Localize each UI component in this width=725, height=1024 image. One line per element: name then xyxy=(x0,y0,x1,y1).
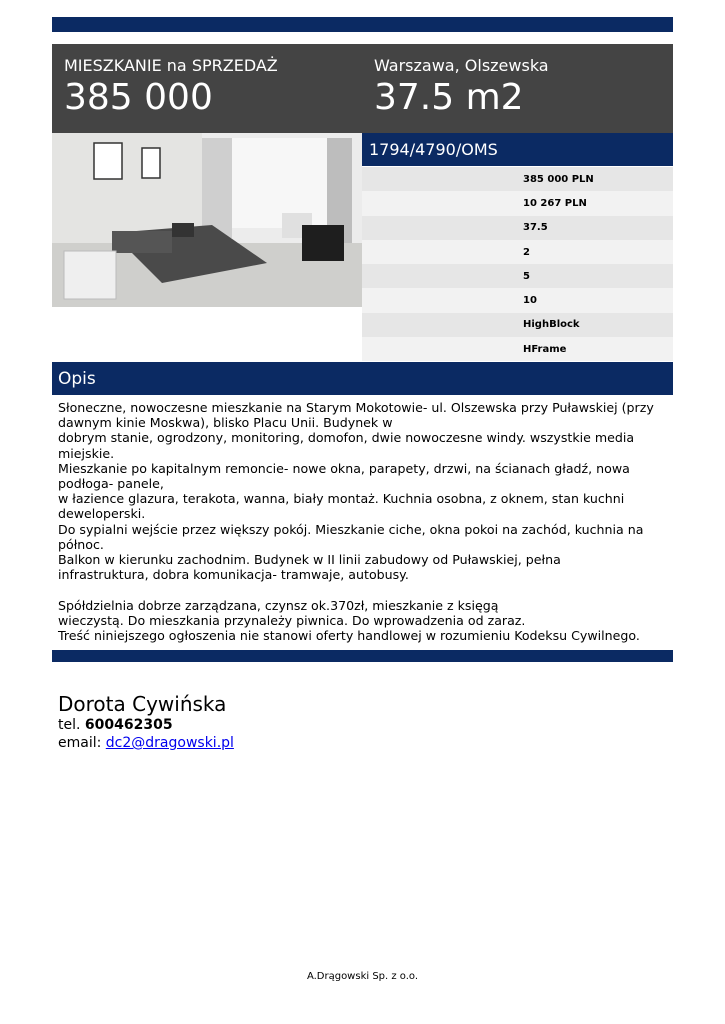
param-value: 5 xyxy=(523,270,530,282)
header-right xyxy=(374,56,549,120)
description-line: Słoneczne, nowoczesne mieszkanie na Starym Mokotowie- ul. Olszewska przy Puławskiej (przy xyxy=(58,400,654,415)
description-line: Balkon w kierunku zachodnim. Budynek w II linii zabudowy od Puławskiej, pełna xyxy=(58,552,561,568)
description-line: Treść niniejszego ogłoszenia nie stanowi oferty handlowej w rozumieniu Kodeksu Cywilnego. xyxy=(58,628,640,644)
listing-header xyxy=(52,44,673,133)
description-line: Do sypialni wejście przez większy pokój. Mieszkanie ciche, okna pokoi na zachód, kuchnia na xyxy=(58,521,644,537)
email-link[interactable]: dc2@dragowski.pl xyxy=(105,735,234,751)
description-line: wieczystą. Do mieszkania przynależy piwnica. Do wprowadzenia od zaraz. xyxy=(58,612,526,628)
param-row xyxy=(362,288,673,312)
phone-number[interactable]: 600462305 xyxy=(84,717,173,733)
param-value: 2 xyxy=(523,246,530,258)
description-line: północ. xyxy=(58,536,104,552)
description-line: deweloperski. xyxy=(58,506,146,522)
description-line: w łazience glazura, terakota, wanna, biały montaż. Kuchnia osobna, z oknem, stan kuchni xyxy=(58,491,625,507)
param-value: 10 267 PLN xyxy=(523,197,587,209)
bottom-accent-bar xyxy=(52,650,673,662)
description-line: Spółdzielnia dobrze zarządzana, czynsz ok.370zł, mieszkanie z księgą xyxy=(58,597,499,613)
top-accent-bar xyxy=(52,17,673,32)
offer-type: MIESZKANIE na SPRZEDAŻ xyxy=(64,56,278,75)
param-value: HFrame xyxy=(523,343,567,355)
reference-number: 1794/4790/OMS xyxy=(369,140,498,159)
description-line: dobrym stanie, ogrodzony, monitoring, domofon, dwie nowoczesne windy. wszystkie media xyxy=(58,430,635,446)
agent-contact xyxy=(58,692,234,752)
agent-phone-line xyxy=(58,716,234,734)
description-line: podłoga- panele, xyxy=(58,476,164,492)
param-row xyxy=(362,167,673,191)
param-row xyxy=(362,313,673,337)
param-value: 10 xyxy=(523,295,537,307)
price: 385 000 xyxy=(64,77,213,118)
phone-label: tel. xyxy=(58,717,81,733)
description-line: dawnym kinie Moskwa), blisko Placu Unii. Budynek w xyxy=(58,415,393,431)
param-row xyxy=(362,264,673,288)
parameters-table xyxy=(362,167,673,361)
location: Warszawa, Olszewska xyxy=(374,56,549,75)
email-label: email: xyxy=(58,735,102,751)
description-blank-line xyxy=(58,582,668,597)
area: 37.5 m2 xyxy=(374,77,524,118)
reference-bar xyxy=(362,133,673,166)
description-text xyxy=(58,400,668,643)
footer-company: A.Drągowski Sp. z o.o. xyxy=(306,971,419,982)
description-line: Mieszkanie po kapitalnym remoncie- nowe okna, parapety, drzwi, na ścianach gładź, nowa xyxy=(58,460,630,476)
param-value: 37.5 xyxy=(523,222,548,234)
description-header xyxy=(52,362,673,395)
agent-email-line xyxy=(58,734,234,752)
param-value: 385 000 PLN xyxy=(523,173,594,185)
header-left xyxy=(64,56,278,120)
param-row xyxy=(362,216,673,240)
description-line: infrastruktura, dobra komunikacja- tramwaje, autobusy. xyxy=(58,567,409,583)
agent-name: Dorota Cywińska xyxy=(58,692,227,716)
description-line: miejskie. xyxy=(58,445,115,461)
description-title: Opis xyxy=(58,369,96,389)
param-value: HighBlock xyxy=(523,319,580,331)
apartment-photo xyxy=(52,133,362,307)
param-row xyxy=(362,240,673,264)
param-row xyxy=(362,337,673,361)
param-row xyxy=(362,191,673,215)
